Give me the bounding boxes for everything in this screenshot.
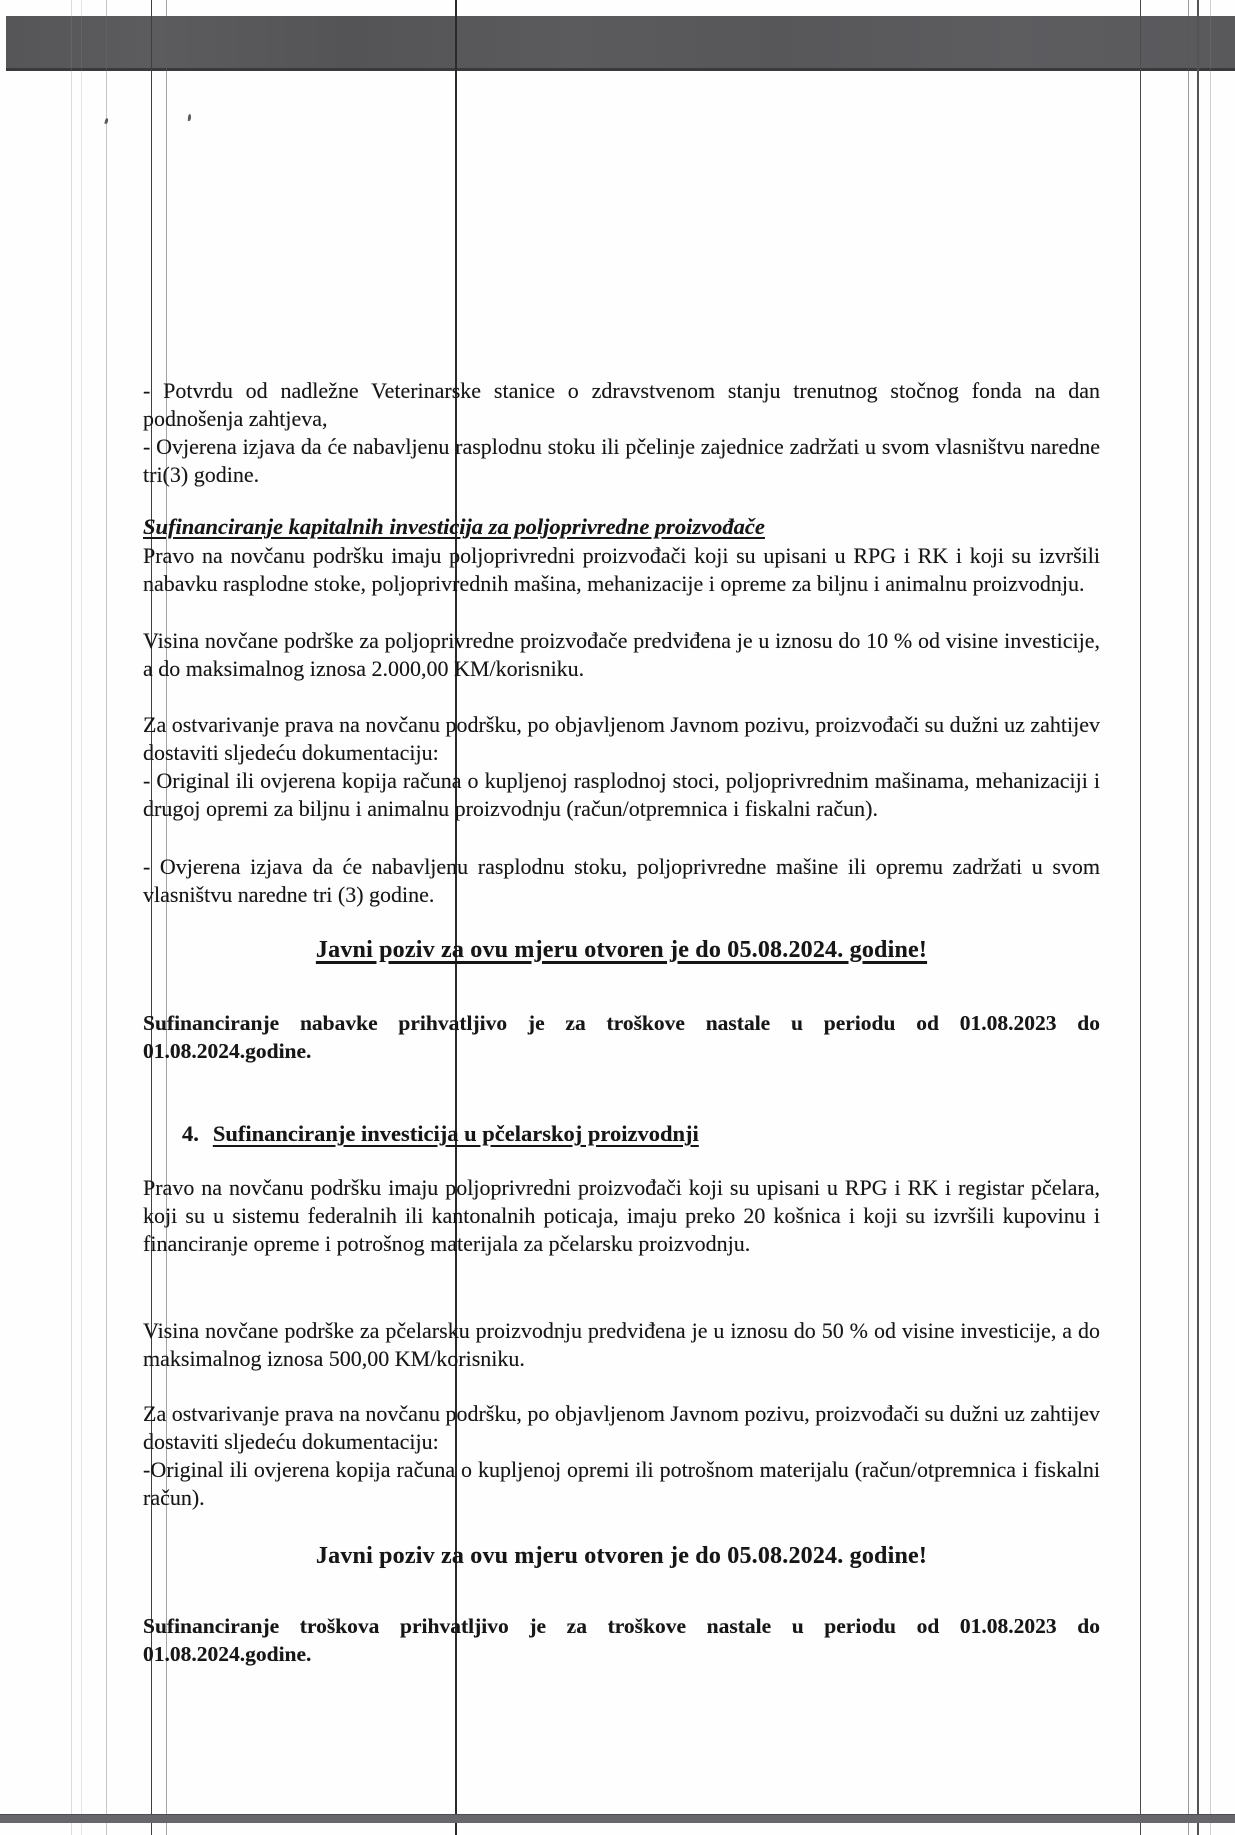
scan-top-bar	[6, 16, 1235, 71]
bullet-veterinary-certificate: - Potvrdu od nadležne Veterinarske stanice o zdravstvenom stanju trenutnog stočnog fonda na dan podnošenja zahtjeva,	[143, 378, 1100, 431]
deadline-banner-capital	[143, 936, 1100, 964]
scan-line	[1197, 0, 1199, 1835]
section-number: 4.	[182, 1121, 199, 1146]
section-heading-capital-investments	[143, 513, 1100, 541]
scan-line	[71, 0, 72, 1835]
scan-line	[1140, 0, 1141, 1835]
section-heading-capital-text: Sufinanciranje kapitalnih investicija za poljoprivredne proizvođače	[143, 514, 765, 539]
scan-line	[81, 0, 82, 1835]
paragraph-bee-docs-intro: Za ostvarivanje prava na novčanu podršku, po objavljenom Javnom pozivu, proizvođači su dužni uz zahtijev dostaviti sljedeću dokumentaciju:	[143, 1401, 1100, 1454]
bullet-bee-invoice: -Original ili ovjerena kopija računa o kupljenoj opremi ili potrošnom materijalu (račun/otpremnica i fiskalni račun).	[143, 1457, 1100, 1510]
scan-line	[1188, 0, 1189, 1835]
note-bee-period: Sufinanciranje troškova prihvatljivo je za troškove nastale u periodu od 01.08.2023 do 01.08.2024.godine.	[143, 1614, 1100, 1666]
paragraph-bee-eligibility: Pravo na novčanu podršku imaju poljoprivredni proizvođači koji su upisani u RPG i RK i registar pčelara, koji su u sistemu federalnih ili kantonalnih poticaja, imaju preko 20 košnica i koji su izvršili kupovinu i financiranje opreme i potrošnog materijala za pčelarsku proizvodnju.	[143, 1175, 1100, 1256]
paragraph-capital-amount: Visina novčane podrške za poljoprivredne proizvođače predviđena je u iznosu do 10 % od visine investicije, a do maksimalnog iznosa 2.000,00 KM/korisniku.	[143, 628, 1100, 681]
section-heading-bee-investments	[182, 1120, 1100, 1148]
deadline-banner-capital-text: Javni poziv za ovu mjeru otvoren je do 05.08.2024. godine!	[315, 937, 928, 963]
bullet-ownership-statement: - Ovjerena izjava da će nabavljenu rasplodnu stoku ili pčelinje zajednice zadržati u svom vlasništvu naredne tri(3) godine.	[143, 434, 1100, 487]
bullet-capital-invoice: - Original ili ovjerena kopija računa o kupljenoj rasplodnoj stoci, poljoprivrednim mašinama, mehanizaciji i drugoj opremi za biljnu i animalnu proizvodnju (račun/otpremnica i fiskalni račun).	[143, 768, 1100, 821]
bullet-capital-statement: - Ovjerena izjava da će nabavljenu rasplodnu stoku, poljoprivredne mašine ili opremu zadržati u svom vlasništvu naredne tri (3) godine.	[143, 854, 1100, 907]
paragraph-bee-amount: Visina novčane podrške za pčelarsku proizvodnju predviđena je u iznosu do 50 % od visine investicije, a do maksimalnog iznosa 500,00 KM/korisniku.	[143, 1318, 1100, 1371]
scan-speck	[104, 118, 108, 125]
deadline-banner-bee: Javni poziv za ovu mjeru otvoren je do 05.08.2024. godine!	[315, 1543, 928, 1569]
section-heading-bee-text: Sufinanciranje investicija u pčelarskoj proizvodnji	[212, 1121, 699, 1146]
note-capital-period: Sufinanciranje nabavke prihvatljivo je za troškove nastale u periodu od 01.08.2023 do 01.08.2024.godine.	[143, 1011, 1100, 1063]
paragraph-capital-eligibility: Pravo na novčanu podršku imaju poljoprivredni proizvođači koji su upisani u RPG i RK i koji su izvršili nabavku rasplodne stoke, poljoprivrednih mašina, mehanizacije i opreme za biljnu i animalnu proizvodnju.	[143, 543, 1100, 596]
paragraph-capital-docs-intro: Za ostvarivanje prava na novčanu podršku, po objavljenom Javnom pozivu, proizvođači su dužni uz zahtijev dostaviti sljedeću dokumentaciju:	[143, 712, 1100, 765]
scan-line	[106, 0, 107, 1835]
scan-line	[1210, 0, 1211, 1835]
scan-bottom-bar	[0, 1814, 1235, 1823]
scan-speck	[188, 114, 191, 121]
intro-bullet-list	[143, 377, 1100, 489]
